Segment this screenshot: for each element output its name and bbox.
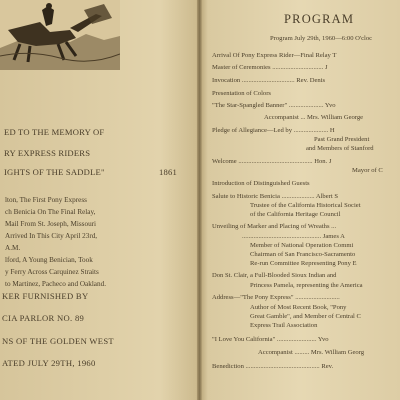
program-item: ................................................ James A <box>242 233 345 240</box>
program-item: Author of Most Recent Book, "Pony <box>250 304 347 311</box>
program-date: Program July 29th, 1960—6:00 O'cloc <box>270 35 373 42</box>
program-item: Welcome ............................................. Hon. J <box>212 158 332 165</box>
history-line: Arrived In This City April 23rd, <box>5 232 98 240</box>
program-item: Great Gamble", and Member of Central C <box>250 313 361 320</box>
program-item: Chairman of San Francisco-Sacramento <box>250 251 356 258</box>
program-item: Invocation ................................ Rev. Denis <box>212 77 326 84</box>
program-item: Master of Ceremonies ............................... J <box>212 64 328 71</box>
history-line: A.M. <box>5 244 21 252</box>
left-page <box>0 0 197 400</box>
history-line: Mail From St. Joseph, Missouri <box>5 220 97 228</box>
program-item: of the California Heritage Council <box>250 211 341 218</box>
pony-express-emblem <box>0 0 120 70</box>
history-line: ch Benicia On The Final Relay, <box>5 208 96 216</box>
program-item: Address—"The Pony Express" ........................... <box>212 294 340 301</box>
dedication-line-3: IGHTS OF THE SADDLE" <box>4 167 105 177</box>
right-page <box>202 0 400 400</box>
program-item: Pledge of Allegiance—Led by ..................... H <box>212 127 335 134</box>
history-line: lford, A Young Benician, Took <box>5 256 93 264</box>
marker-line: ATED JULY 29TH, 1960 <box>2 358 96 368</box>
marker-line: CIA PARLOR NO. 89 <box>2 313 85 323</box>
marker-line: KER FURNISHED BY <box>2 291 89 301</box>
program-item: Mayor of C <box>352 167 383 174</box>
history-line: lton, The First Pony Express <box>5 196 87 204</box>
dedication-line-1: ED TO THE MEMORY OF <box>4 127 105 137</box>
program-item: Don St. Clair, a Full-Blooded Sioux Indian and <box>212 272 337 279</box>
program-item: Express Trail Association <box>250 322 318 329</box>
program-title: PROGRAM <box>284 12 355 26</box>
program-item: Re-run Committee Representing Pony E <box>250 260 357 267</box>
program-item: Princess Pamela, representing the America <box>250 282 363 289</box>
dedication-year: 1861 <box>159 167 177 177</box>
program-item: Presentation of Colors <box>212 90 271 97</box>
program-item: Arrival Of Pony Express Rider—Final Relay T <box>212 52 337 59</box>
program-item: Past Grand President <box>314 136 370 143</box>
program-item: Salute to Historic Benicia .................... Albert S <box>212 193 338 200</box>
program-item: and Members of Stanford <box>306 145 374 152</box>
history-line: to Martinez, Pacheco and Oakland. <box>5 280 106 288</box>
program-item: "The Star-Spangled Banner" ..................... Yvo <box>212 102 336 109</box>
history-line: y Ferry Across Carquinez Straits <box>5 268 99 276</box>
program-item: "I Love You California" ........................ Yvo <box>212 336 329 343</box>
program-item: Benediction ............................................. Rev. <box>212 363 334 370</box>
program-item: Accompanist ... Mrs. William George <box>264 114 364 121</box>
marker-line: NS OF THE GOLDEN WEST <box>2 336 114 346</box>
dedication-line-2: RY EXPRESS RIDERS <box>4 148 91 158</box>
program-item: Unveiling of Marker and Placing of Wreaths ... <box>212 223 337 230</box>
program-item: Trustee of the California Historical Societ <box>250 202 361 209</box>
program-item: Member of National Operation Commi <box>250 242 354 249</box>
program-item: Introduction of Distinguished Guests <box>212 180 310 187</box>
program-item: Accompanist ......... Mrs. William Georg <box>258 349 365 356</box>
